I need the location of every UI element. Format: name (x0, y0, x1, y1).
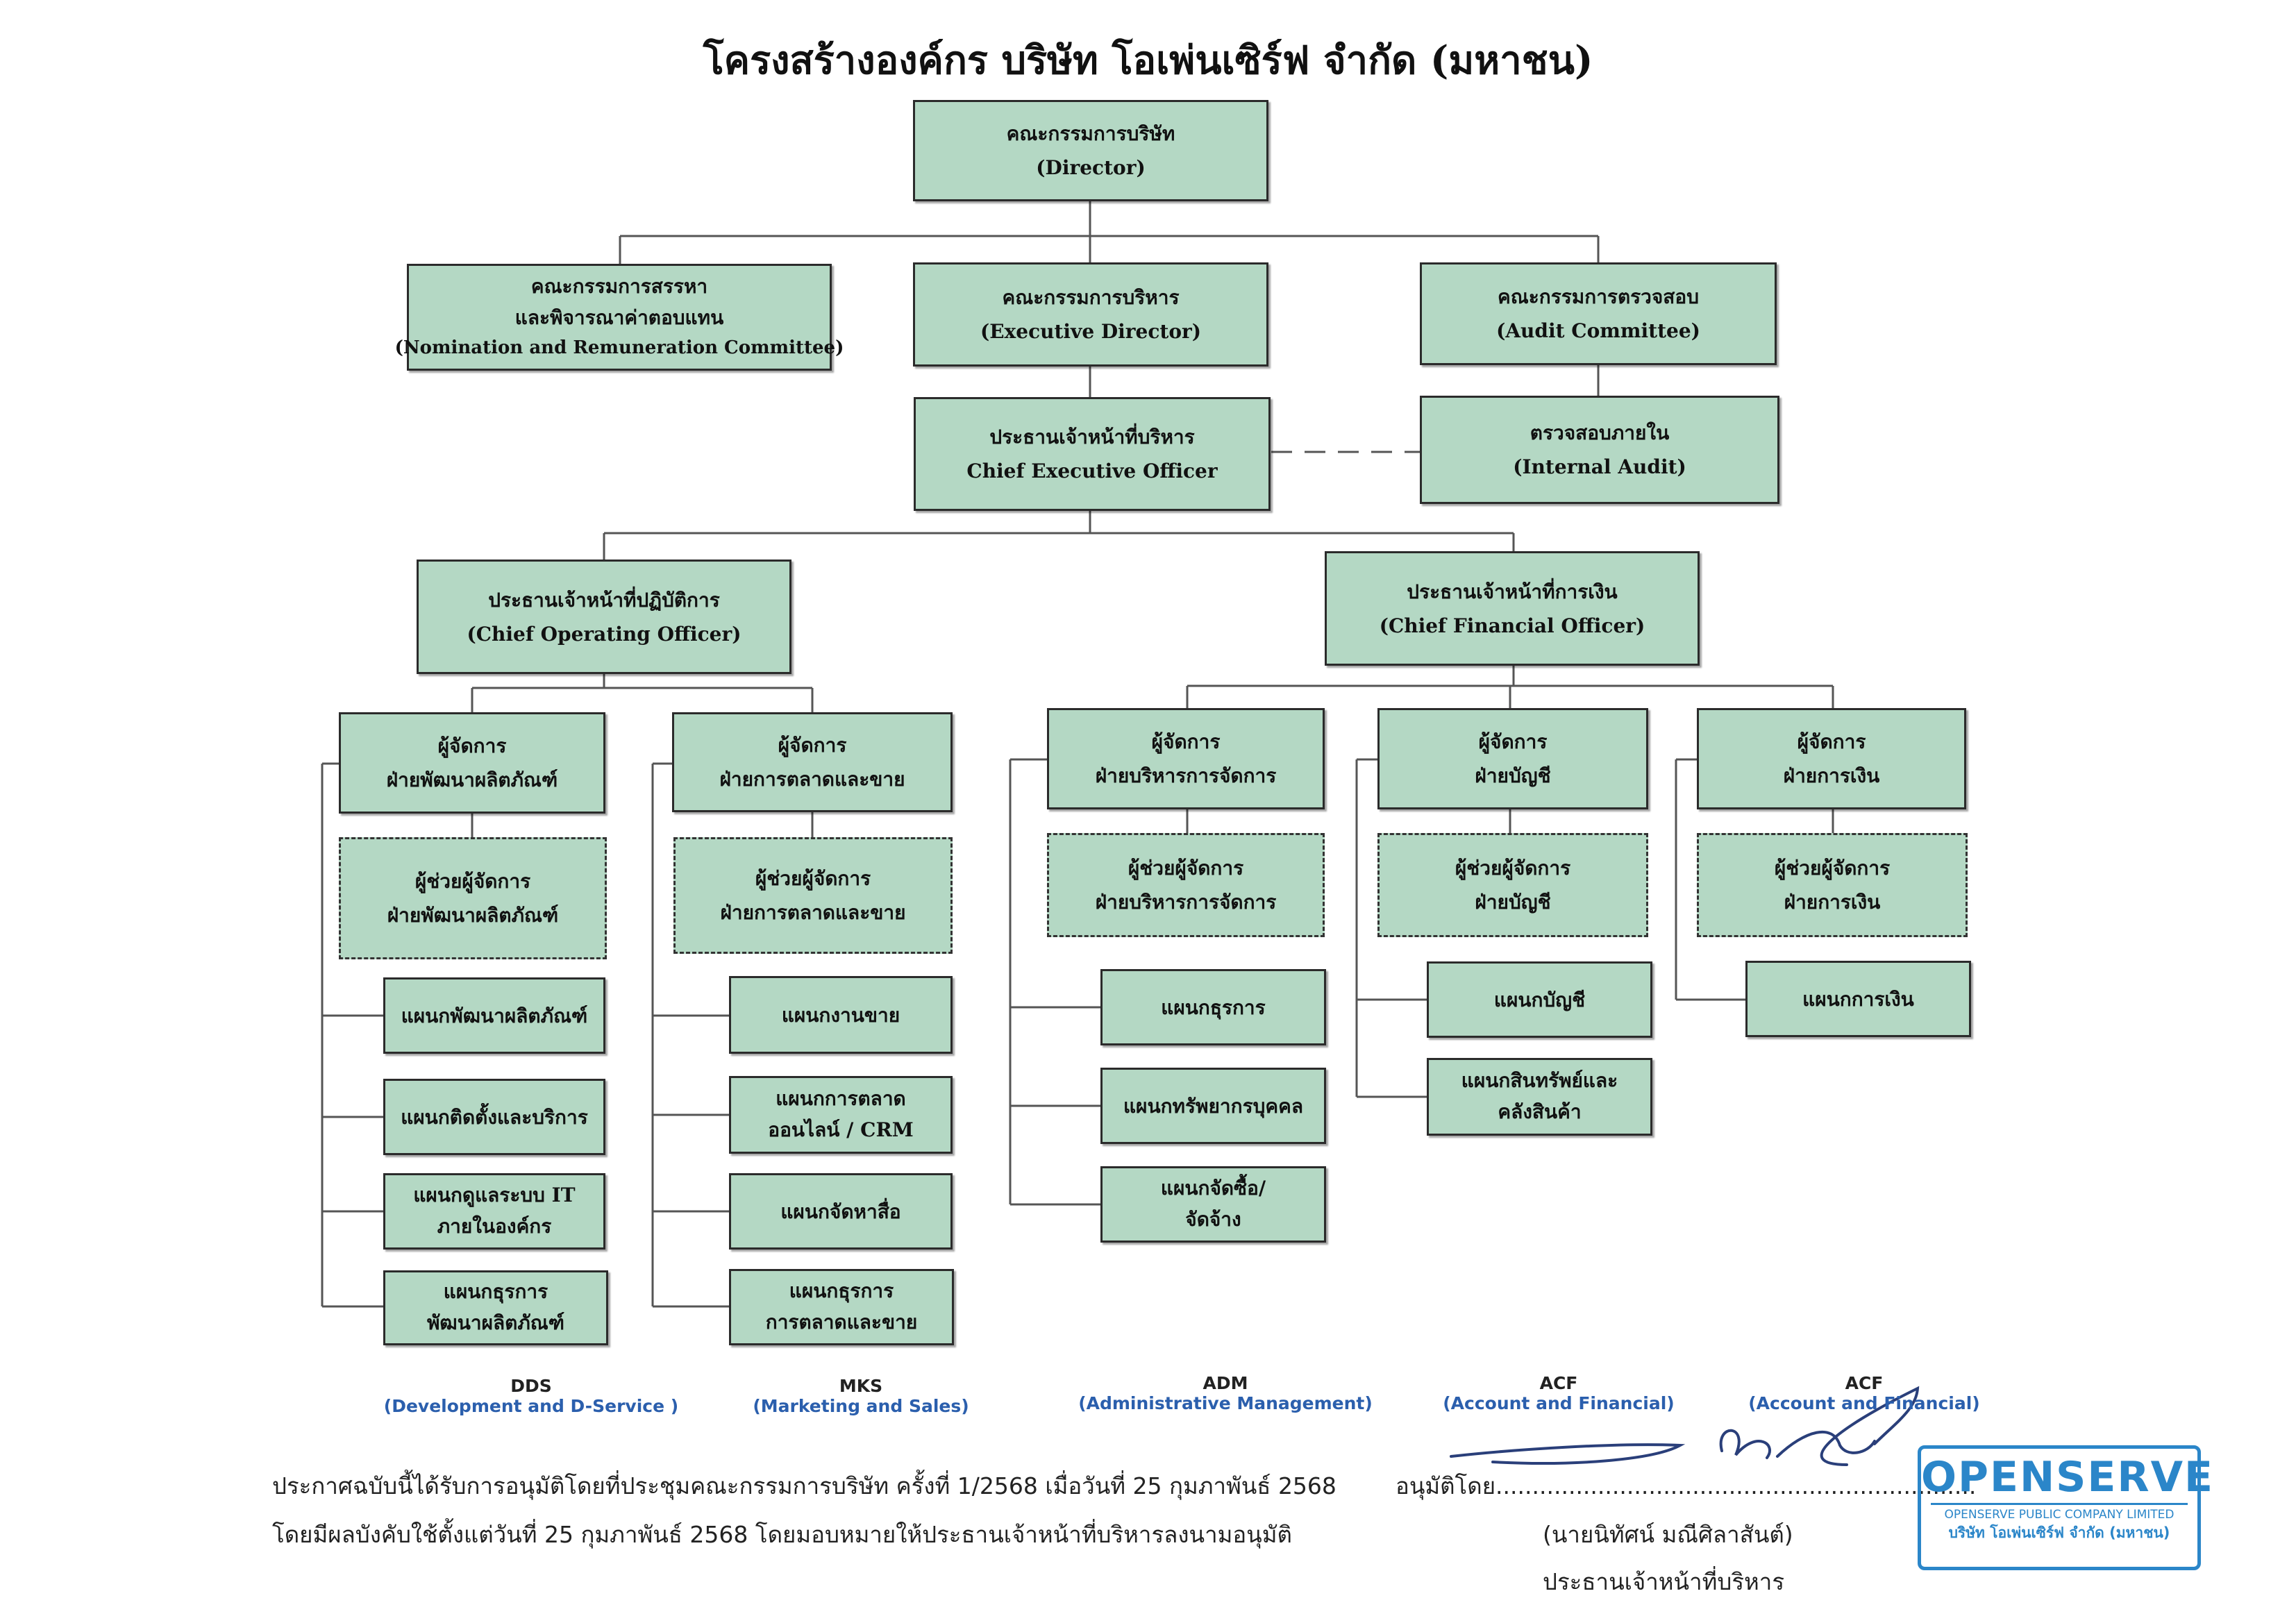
legend-name: (Account and Financial) (1748, 1393, 1980, 1413)
stamp-rule (1931, 1503, 2188, 1505)
adm-unit-admin (1100, 969, 1326, 1045)
company-stamp (1918, 1445, 2215, 1570)
legend-code: DDS (510, 1376, 552, 1396)
box-line-2: การตลาดและขาย (765, 1311, 918, 1334)
dds-unit-admin (383, 1270, 608, 1345)
box-line-2: ฝ่ายพัฒนาผลิตภัณฑ์ (387, 904, 559, 927)
box-line-1: ผู้จัดการ (778, 734, 847, 757)
box-th-1: คณะกรรมการสรรหา (530, 275, 708, 298)
mks-unit-sales (729, 976, 953, 1054)
internal-audit-box (1420, 396, 1779, 504)
approval-notice-line-1: ประกาศฉบับนี้ได้รับการอนุมัติโดยที่ประชุมคณะกรรมการบริษัท ครั้งที่ 1/2568 เมื่อวันที่ 25 กุมภาพันธ์ 2568 (272, 1472, 1336, 1499)
box-line-2: ฝ่ายบริหารการจัดการ (1095, 764, 1277, 787)
coo-box (417, 560, 791, 674)
cfo-box (1325, 551, 1700, 666)
acc-manager-box (1377, 708, 1648, 809)
box-line-2: ฝ่ายการเงิน (1784, 891, 1881, 914)
approver-position: ประธานเจ้าหน้าที่บริหาร (1543, 1568, 1785, 1595)
stamp-brand: OPENSERVE (1921, 1453, 2215, 1502)
stamp-english-name: OPENSERVE PUBLIC COMPANY LIMITED (1944, 1508, 2175, 1522)
legend-acf-2 (1736, 1373, 1993, 1413)
approver-name: (นายนิทัศน์ มณีศิลาสันต์) (1543, 1521, 1793, 1548)
box-line-1: แผนกจัดซื้อ/ (1160, 1177, 1266, 1200)
legend-code: MKS (839, 1376, 883, 1396)
executive-committee-box (913, 262, 1268, 367)
adm-unit-procurement (1100, 1166, 1326, 1243)
legend-acf-1 (1430, 1373, 1687, 1413)
fin-manager-box (1697, 708, 1966, 809)
box-line-2: ฝ่ายบริหารการจัดการ (1095, 891, 1277, 914)
box-line-1: แผนกการเงิน (1802, 987, 1914, 1011)
box-line-2: จัดจ้าง (1185, 1208, 1241, 1231)
box-line-1: แผนกธุรการ (789, 1279, 894, 1303)
box-line-1: แผนกพัฒนาผลิตภัณฑ์ (401, 1004, 588, 1027)
mks-unit-online-marketing (729, 1076, 953, 1154)
mks-unit-admin (729, 1269, 954, 1345)
box-line-1: แผนกติดตั้งและบริการ (401, 1105, 588, 1129)
dds-assistant-manager-box (339, 837, 607, 959)
box-line-2: ฝ่ายการตลาดและขาย (719, 768, 905, 791)
dds-manager-box (339, 712, 605, 814)
box-line-1: แผนกธุรการ (1161, 995, 1266, 1019)
acc-assistant-manager-box (1377, 833, 1648, 937)
adm-assistant-manager-box (1047, 833, 1325, 937)
box-line-1: แผนกธุรการ (443, 1280, 548, 1304)
box-en: (Chief Financial Officer) (1379, 614, 1645, 637)
box-line-1: แผนกงานขาย (781, 1003, 900, 1027)
box-line-2: ฝ่ายบัญชี (1475, 891, 1551, 914)
approved-by-label: อนุมัติโดย.................................................................. (1396, 1472, 1977, 1499)
board-of-directors-box (913, 100, 1268, 201)
legend-adm (1069, 1373, 1382, 1413)
box-en: (Executive Director) (980, 320, 1202, 343)
mks-unit-media (729, 1173, 953, 1250)
box-line-1: ผู้ช่วยผู้จัดการ (414, 870, 531, 893)
legend-dds (361, 1376, 701, 1416)
approval-notice-line-2: โดยมีผลบังคับใช้ตั้งแต่วันที่ 25 กุมภาพันธ์ 2568 โดยมอบหมายให้ประธานเจ้าหน้าที่บริหารลงนามอนุมัติ (272, 1521, 1292, 1548)
box-line-1: แผนกการตลาด (776, 1087, 906, 1111)
fin-assistant-manager-box (1697, 833, 1968, 937)
box-line-2: ภายในองค์กร (437, 1215, 552, 1238)
box-en: Chief Executive Officer (966, 460, 1218, 482)
box-line-1: แผนกจัดหาสื่อ (780, 1200, 901, 1223)
page-title: โครงสร้างองค์กร บริษัท โอเพ่นเซิร์ฟ จำกัด (มหาชน) (703, 37, 1593, 83)
box-line-1: ผู้จัดการ (1478, 730, 1548, 753)
box-th-2: และพิจารณาค่าตอบแทน (514, 306, 724, 330)
stamp-thai-name: บริษัท โอเพ่นเซิร์ฟ จำกัด (มหาชน) (1948, 1524, 2170, 1541)
box-line-1: ผู้ช่วยผู้จัดการ (1774, 857, 1891, 880)
legend-code: ADM (1203, 1373, 1248, 1393)
box-en: (Nomination and Remuneration Committee) (394, 337, 844, 358)
box-th: ประธานเจ้าหน้าที่การเงิน (1407, 580, 1618, 603)
box-th: คณะกรรมการบริหาร (1002, 286, 1180, 309)
legend-mks (722, 1376, 1000, 1416)
mks-assistant-manager-box (673, 837, 953, 954)
box-line-2: ฝ่ายการเงิน (1783, 764, 1880, 787)
legend-name: (Account and Financial) (1443, 1393, 1675, 1413)
acc-unit-assets-warehouse (1427, 1058, 1652, 1136)
box-en: (Audit Committee) (1496, 319, 1700, 342)
box-line-2: ฝ่ายบัญชี (1475, 764, 1551, 787)
box-line-2: ออนไลน์ / CRM (768, 1118, 914, 1141)
box-line-1: แผนกสินทรัพย์และ (1461, 1069, 1618, 1093)
box-line-1: ผู้จัดการ (437, 734, 507, 757)
dds-unit-internal-it (383, 1173, 605, 1250)
box-line-1: ผู้ช่วยผู้จัดการ (755, 867, 871, 890)
mks-manager-box (672, 712, 953, 812)
adm-unit-hr (1100, 1068, 1326, 1144)
box-line-1: ผู้จัดการ (1151, 730, 1221, 753)
box-line-1: แผนกบัญชี (1493, 988, 1586, 1011)
box-line-2: ฝ่ายการตลาดและขาย (720, 901, 906, 924)
box-line-1: แผนกทรัพยากรบุคคล (1123, 1094, 1303, 1118)
box-line-2: ฝ่ายพัฒนาผลิตภัณฑ์ (386, 768, 558, 791)
adm-manager-box (1047, 708, 1325, 809)
box-th: คณะกรรมการบริษัท (1006, 122, 1175, 145)
legend-code: ACF (1539, 1373, 1578, 1393)
box-th: ประธานเจ้าหน้าที่ปฏิบัติการ (488, 588, 720, 612)
legend-name: (Development and D-Service ) (383, 1396, 679, 1416)
fin-unit-finance (1745, 961, 1971, 1037)
box-line-1: ผู้จัดการ (1797, 730, 1866, 753)
dds-unit-product-development (383, 977, 605, 1054)
legend-name: (Marketing and Sales) (753, 1396, 969, 1416)
legend-name: (Administrative Management) (1078, 1393, 1373, 1413)
nomination-committee-box (394, 264, 844, 371)
box-en: (Director) (1036, 156, 1146, 179)
audit-committee-box (1420, 262, 1777, 365)
box-line-1: ผู้ช่วยผู้จัดการ (1128, 857, 1244, 880)
legend-code: ACF (1845, 1373, 1884, 1393)
box-line-2: พัฒนาผลิตภัณฑ์ (426, 1311, 565, 1334)
box-en: (Internal Audit) (1513, 455, 1686, 478)
box-th: ประธานเจ้าหน้าที่บริหาร (989, 426, 1195, 448)
box-en: (Chief Operating Officer) (467, 622, 741, 646)
box-th: คณะกรรมการตรวจสอบ (1498, 285, 1699, 308)
ceo-box (914, 397, 1271, 511)
dds-unit-installation-service (383, 1079, 605, 1155)
box-line-1: ผู้ช่วยผู้จัดการ (1455, 857, 1571, 880)
box-th: ตรวจสอบภายใน (1530, 421, 1670, 444)
box-line-2: คลังสินค้า (1498, 1100, 1582, 1123)
acc-unit-accounting (1427, 961, 1652, 1038)
box-line-1: แผนกดูแลระบบ IT (413, 1184, 576, 1207)
